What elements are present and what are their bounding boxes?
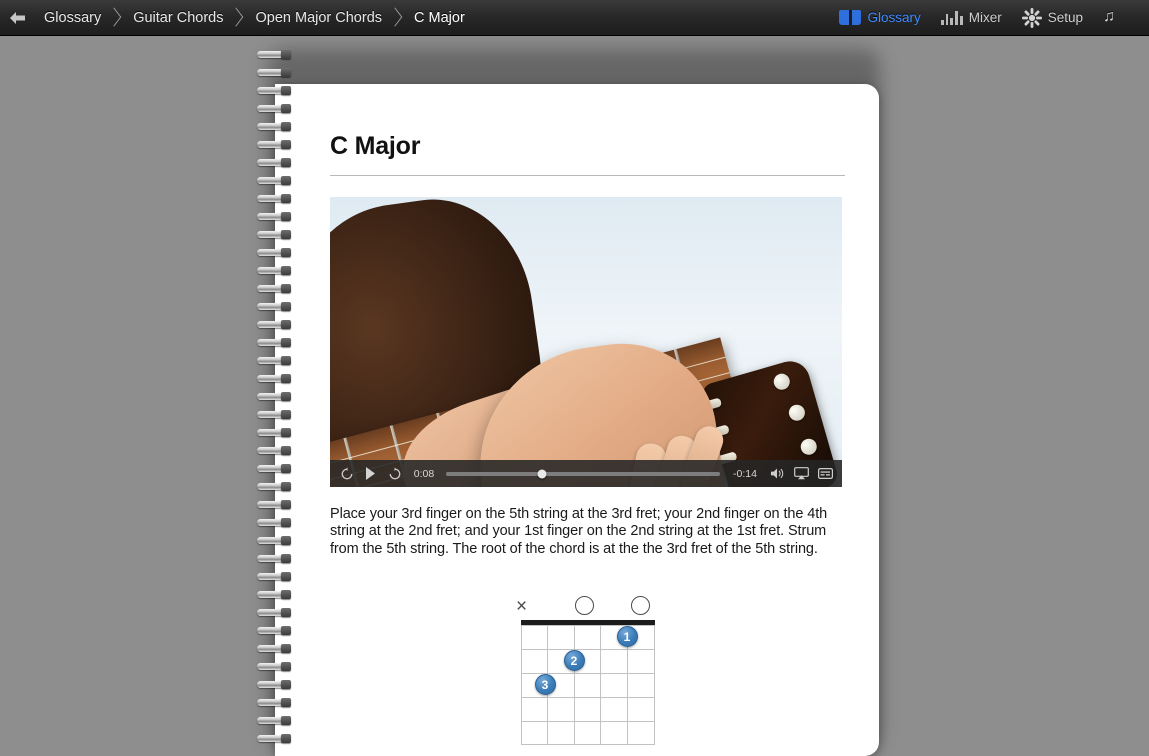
binder-ring: [256, 392, 296, 402]
breadcrumb: [34, 0, 487, 36]
music-note-icon: ♫: [1103, 7, 1115, 25]
page-title: C Major: [330, 132, 421, 160]
binder-ring: [256, 662, 296, 672]
finger-dot-2: 2: [564, 650, 585, 671]
binder-ring: [256, 140, 296, 150]
toolbar-button-glossary[interactable]: [829, 0, 930, 36]
video-controls: [330, 460, 842, 487]
back-arrow-icon[interactable]: [0, 0, 34, 36]
chord-diagram: [500, 596, 675, 746]
binder-ring: [256, 356, 296, 366]
binder-ring: [256, 518, 296, 528]
gear-icon: [1022, 8, 1042, 28]
binder-ring: [256, 464, 296, 474]
chevron-right-icon: [108, 10, 117, 26]
binder-ring: [256, 446, 296, 456]
binder-ring: [256, 734, 296, 744]
binder-ring: [256, 230, 296, 240]
binder-ring: [256, 626, 296, 636]
video-player[interactable]: [330, 197, 842, 487]
binder-ring: [256, 212, 296, 222]
chevron-right-icon: [389, 10, 398, 26]
binder-ring: [256, 266, 296, 276]
video-elapsed-time: 0:08: [413, 467, 435, 480]
binder-ring: [256, 410, 296, 420]
rewind-15-icon[interactable]: [339, 466, 354, 481]
finger-dot-3: 3: [535, 674, 556, 695]
binder-ring: [256, 68, 296, 78]
binder-ring: [256, 338, 296, 348]
binder-ring: [256, 536, 296, 546]
toolbar-button-glossary-label: Glossary: [867, 10, 921, 25]
binder-ring: [256, 698, 296, 708]
airplay-icon[interactable]: [794, 466, 809, 481]
play-icon[interactable]: [363, 466, 378, 481]
breadcrumb-item-glossary[interactable]: [34, 0, 123, 36]
subtitles-icon[interactable]: [818, 466, 833, 481]
breadcrumb-item-guitar-chords[interactable]: [123, 0, 245, 36]
workspace: [0, 36, 1149, 718]
mixer-icon: [941, 10, 963, 25]
binder-ring: [256, 104, 296, 114]
binder-ring: [256, 428, 296, 438]
video-frame-image: [330, 197, 842, 487]
binder-ring: [256, 248, 296, 258]
binder-ring: [256, 158, 296, 168]
binder-ring: [256, 680, 296, 690]
string-marker-open-b: [575, 596, 594, 615]
breadcrumb-item-open-major-chords[interactable]: [245, 0, 404, 36]
toolbar-button-mixer-label: Mixer: [968, 10, 1002, 25]
binder-ring: [256, 302, 296, 312]
forward-15-icon[interactable]: [387, 466, 402, 481]
binder-ring: [256, 194, 296, 204]
volume-icon[interactable]: [770, 466, 785, 481]
string-markers: [500, 596, 675, 620]
binder-ring: [256, 590, 296, 600]
breadcrumb-item-c-major[interactable]: [404, 0, 487, 36]
binder-ring: [256, 176, 296, 186]
binder-ring: [256, 50, 296, 60]
binder-ring: [256, 482, 296, 492]
toolbar-button-setup-label: Setup: [1047, 10, 1083, 25]
spiral-binding: [256, 50, 296, 755]
toolbar-button-notes[interactable]: [1093, 0, 1141, 36]
binder-ring: [256, 122, 296, 132]
string-marker-muted: ×: [515, 595, 528, 617]
binder-ring: [256, 320, 296, 330]
toolbar-button-setup[interactable]: [1012, 0, 1093, 36]
toolbar-right-group: [829, 0, 1149, 36]
toolbar-button-mixer[interactable]: [931, 0, 1012, 36]
string-marker-open-e: [631, 596, 650, 615]
video-scrubber-knob[interactable]: [537, 469, 546, 478]
breadcrumb-label: Open Major Chords: [255, 9, 383, 26]
breadcrumb-label: Guitar Chords: [133, 9, 224, 26]
binder-ring: [256, 572, 296, 582]
binder-ring: [256, 284, 296, 294]
video-buffer-bar: [446, 472, 720, 476]
binder-ring: [256, 554, 296, 564]
chord-description: Place your 3rd finger on the 5th string at the 3rd fret; your 2nd finger on the 4th string at the 2nd fret; and your 1st finger on the 2nd string at the 1st fret. Strum from the 5th string. The root of the chord is at the the 3rd fret of the 5th string.: [330, 506, 828, 557]
video-scrubber[interactable]: [446, 472, 720, 476]
content-page: [275, 84, 879, 756]
chevron-right-icon: [230, 10, 239, 26]
breadcrumb-label: C Major: [414, 9, 465, 26]
finger-dot-1: 1: [617, 626, 638, 647]
video-remaining-time: -0:14: [733, 467, 757, 480]
binder-ring: [256, 86, 296, 96]
breadcrumb-label: Glossary: [44, 9, 102, 26]
binder-ring: [256, 608, 296, 618]
chord-fret-grid: [521, 625, 655, 745]
binder-ring: [256, 374, 296, 384]
top-toolbar: [0, 0, 1149, 36]
binder-ring: [256, 500, 296, 510]
book-icon: [839, 10, 861, 25]
binder-ring: [256, 644, 296, 654]
title-divider: [330, 175, 845, 176]
